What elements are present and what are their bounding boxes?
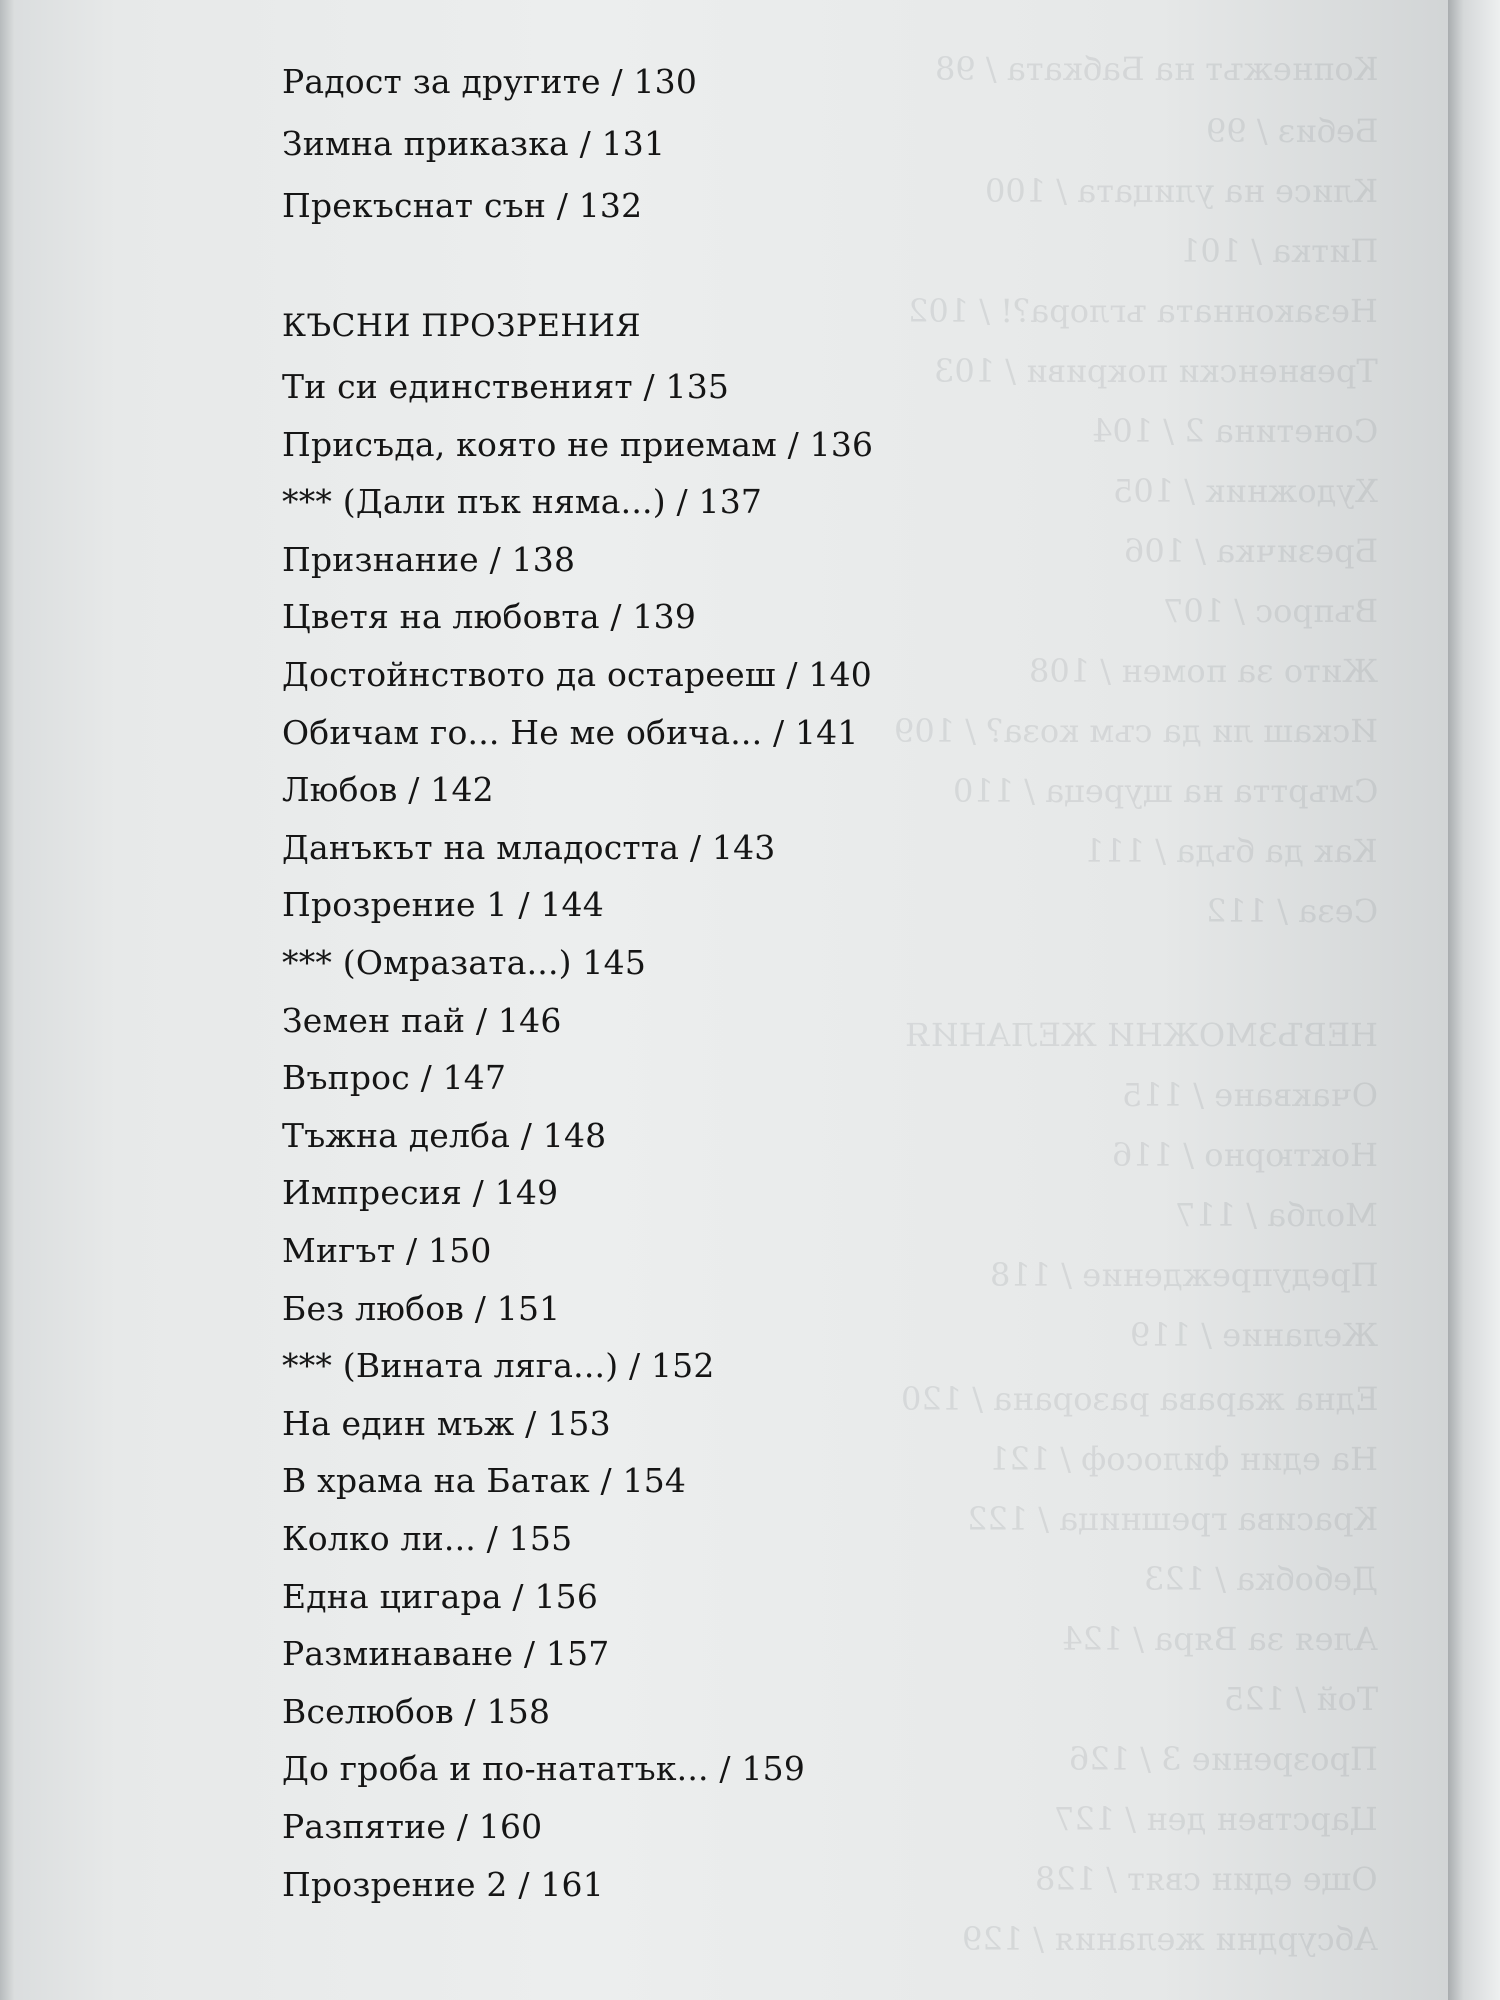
show-through-line: Питка / 101 [1179, 232, 1378, 270]
show-through-line: Художник / 105 [1113, 472, 1378, 510]
show-through-line: Молба / 117 [1175, 1196, 1378, 1234]
toc-entry: Тъжна делба / 148 [282, 1116, 607, 1155]
toc-entry: На един мъж / 153 [282, 1404, 611, 1443]
toc-entry: *** (Омразата...) 145 [282, 943, 647, 982]
toc-entry: Без любов / 151 [282, 1289, 561, 1328]
show-through-line: Копнежът на Бабката / 98 [934, 50, 1378, 88]
show-through-line: Смъртта на щуреца / 110 [952, 772, 1378, 810]
show-through-line: НЕВЪЗМОЖНИ ЖЕЛАНИЯ [905, 1016, 1378, 1054]
toc-entry: Прозрение 1 / 144 [282, 885, 604, 924]
toc-entry: До гроба и по-нататък... / 159 [282, 1749, 806, 1788]
toc-entry: Цветя на любовта / 139 [282, 597, 697, 636]
show-through-line: Незаконната ъглopa?! / 102 [908, 292, 1378, 330]
toc-entry: Присъда, която не приемам / 136 [282, 425, 874, 464]
toc-entry: Импресия / 149 [282, 1173, 559, 1212]
show-through-line: Царствен ден / 127 [1054, 1800, 1378, 1838]
show-through-line: Очакване / 115 [1121, 1076, 1378, 1114]
show-through-line: Сонетина 2 / 104 [1091, 412, 1378, 450]
toc-entry: Достойнството да остарееш / 140 [282, 655, 873, 694]
toc-entry: Обичам го... Не ме обича... / 141 [282, 713, 859, 752]
toc-entry: Данъкът на младостта / 143 [282, 828, 776, 867]
toc-entry: Зимна приказка / 131 [282, 124, 666, 163]
show-through-line: Абсурдни желания / 129 [961, 1920, 1378, 1958]
toc-entry: Разминаване / 157 [282, 1634, 610, 1673]
show-through-line: На един философ / 121 [988, 1440, 1378, 1478]
show-through-line: Предупреждение / 118 [989, 1256, 1378, 1294]
page-left-edge [0, 0, 14, 2000]
show-through-line: Той / 125 [1223, 1680, 1378, 1718]
show-through-line: Въпрос / 107 [1162, 592, 1378, 630]
toc-entry: Вселюбов / 158 [282, 1692, 551, 1731]
show-through-line: Една жарава разорана / 120 [900, 1380, 1378, 1418]
section-heading: КЪСНИ ПРОЗРЕНИЯ [282, 308, 641, 344]
toc-entry: Радост за другите / 130 [282, 62, 698, 101]
toc-entry: *** (Вината ляга...) / 152 [282, 1346, 715, 1385]
show-through-line: Красива грешница / 122 [966, 1500, 1378, 1538]
show-through-line: Прозрение 3 / 126 [1069, 1740, 1378, 1778]
toc-entry: Ти си единственият / 135 [282, 367, 730, 406]
show-through-line: Ноктюрно / 116 [1111, 1136, 1378, 1174]
toc-entry: Земен пай / 146 [282, 1001, 562, 1040]
show-through-line: Дебобка / 123 [1143, 1560, 1378, 1598]
show-through-line: Алея за Вяра / 124 [1061, 1620, 1378, 1658]
show-through-line: Жито за помен / 108 [1028, 652, 1378, 690]
show-through-line: Тревненски покриви / 103 [934, 352, 1378, 390]
show-through-line: Клисе на улицата / 100 [984, 172, 1378, 210]
next-page-edge [1448, 0, 1500, 2000]
toc-entry: Прекъснат сън / 132 [282, 186, 643, 225]
show-through-text [880, 40, 1400, 1960]
toc-entry: *** (Дали пък няма...) / 137 [282, 482, 763, 521]
toc-entry: Мигът / 150 [282, 1231, 492, 1270]
toc-entry: В храма на Батак / 154 [282, 1461, 687, 1500]
toc-entry: Прозрение 2 / 161 [282, 1865, 604, 1904]
toc-entry: Колко ли... / 155 [282, 1519, 573, 1558]
toc-entry: Любов / 142 [282, 770, 494, 809]
show-through-line: Искаш ли да съм коза? / 109 [893, 712, 1378, 750]
show-through-line: Как да бъда / 111 [1084, 832, 1378, 870]
toc-entry: Въпрос / 147 [282, 1058, 507, 1097]
show-through-line: Бебиз / 99 [1205, 112, 1378, 150]
show-through-line: Сеза / 112 [1205, 892, 1378, 930]
toc-entry: Една цигара / 156 [282, 1577, 599, 1616]
show-through-line: Желание / 119 [1129, 1316, 1378, 1354]
show-through-line: Брезичка / 106 [1123, 532, 1378, 570]
toc-entry: Признание / 138 [282, 540, 576, 579]
toc-entry: Разпятие / 160 [282, 1807, 543, 1846]
show-through-line: Още един свят / 128 [1035, 1860, 1378, 1898]
